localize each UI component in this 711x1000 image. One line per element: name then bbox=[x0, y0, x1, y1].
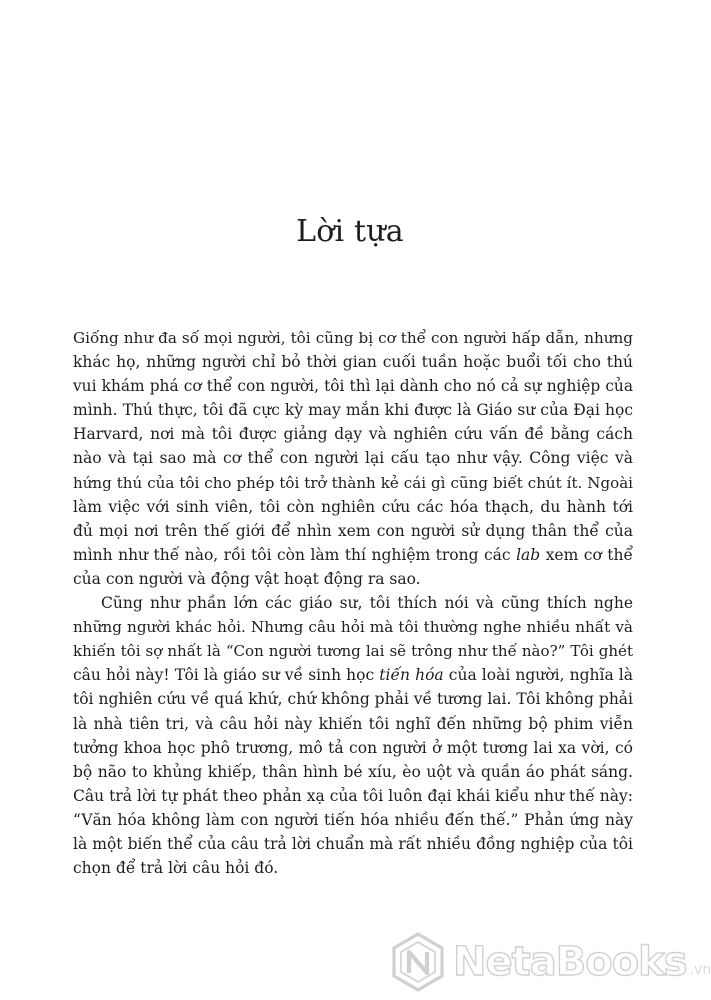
netabooks-watermark bbox=[387, 924, 711, 1000]
text-line: đủ mọi nơi trên thế giới để nhìn xem con người sử dụng thân thể của bbox=[73, 521, 633, 540]
text-line: hứng thú của tôi cho phép tôi trở thành kẻ cái gì cũng biết chút ít. Ngoài bbox=[73, 473, 633, 492]
netabooks-logo-icon bbox=[387, 931, 449, 993]
watermark-suffix: .vn bbox=[689, 962, 711, 978]
text-run: mình như thế nào, rồi tôi còn làm thí nghiệm trong các bbox=[73, 545, 517, 564]
text-line: Cũng như phần lớn các giáo sư, tôi thích nói và cũng thích nghe bbox=[101, 594, 633, 613]
italic-term: tiến hóa bbox=[379, 666, 444, 685]
text-line: tưởng khoa học phô trương, mô tả con người ở một tương lai xa vời, có bbox=[73, 738, 633, 757]
text-line: vui khám phá cơ thể con người, tôi thì lại dành cho nó cả sự nghiệp của bbox=[73, 377, 633, 396]
text-line: là một biến thể của câu trả lời chuẩn mà rất nhiều đồng nghiệp của tôi bbox=[73, 834, 633, 853]
text-line: khác họ, những người chỉ bỏ thời gian cuối tuần hoặc buổi tối cho thú bbox=[73, 353, 633, 372]
text-line bbox=[73, 543, 633, 567]
italic-term: lab bbox=[516, 545, 541, 564]
text-run: xem cơ thể bbox=[540, 545, 634, 564]
text-line: Câu trả lời tự phát theo phản xạ của tôi luôn đại khái kiểu như thế này: bbox=[73, 786, 633, 805]
paragraph-1 bbox=[73, 326, 633, 591]
text-line: tôi nghiên cứu về quá khứ, chứ không phải về tương lai. Tôi không phải bbox=[73, 690, 633, 709]
text-line: Giống như đa số mọi người, tôi cũng bị cơ thể con người hấp dẫn, nhưng bbox=[73, 329, 633, 347]
text-line: “Văn hóa không làm con người tiến hóa nhiều đến thế.” Phản ứng này bbox=[73, 810, 633, 829]
text-line: Harvard, nơi mà tôi được giảng dạy và nghiên cứu vấn đề bằng cách bbox=[73, 425, 633, 444]
text-line bbox=[73, 663, 633, 687]
text-line: mình. Thú thực, tôi đã cực kỳ may mắn khi được là Giáo sư của Đại học bbox=[73, 401, 633, 420]
text-line: nào và tại sao mà cơ thể con người lại cấu tạo như vậy. Công việc và bbox=[73, 449, 633, 468]
page-title: Lời tựa bbox=[296, 214, 404, 249]
text-run: của loài người, nghĩa là bbox=[443, 666, 634, 685]
body-text bbox=[73, 326, 633, 880]
text-line: của con người và động vật hoạt động ra sao. bbox=[73, 569, 421, 588]
text-line: những người khác hỏi. Nhưng câu hỏi mà tôi thường nghe nhiều nhất và bbox=[73, 618, 633, 637]
text-line: bộ não to khủng khiếp, thân hình bé xíu, èo uột và quần áo phát sáng. bbox=[73, 762, 633, 781]
paragraph-2 bbox=[73, 591, 633, 880]
watermark-brand: NetaBooks bbox=[453, 939, 687, 985]
text-line: chọn để trả lời câu hỏi đó. bbox=[73, 859, 279, 878]
text-line: là nhà tiên tri, và câu hỏi này khiến tôi nghĩ đến những bộ phim viễn bbox=[73, 714, 633, 733]
text-line: làm việc với sinh viên, tôi còn nghiên cứu các hóa thạch, du hành tới bbox=[73, 497, 633, 516]
text-run: câu hỏi này! Tôi là giáo sư về sinh học bbox=[73, 666, 380, 685]
text-line: khiến tôi sợ nhất là “Con người tương lai sẽ trông như thế nào?” Tôi ghét bbox=[73, 642, 633, 661]
